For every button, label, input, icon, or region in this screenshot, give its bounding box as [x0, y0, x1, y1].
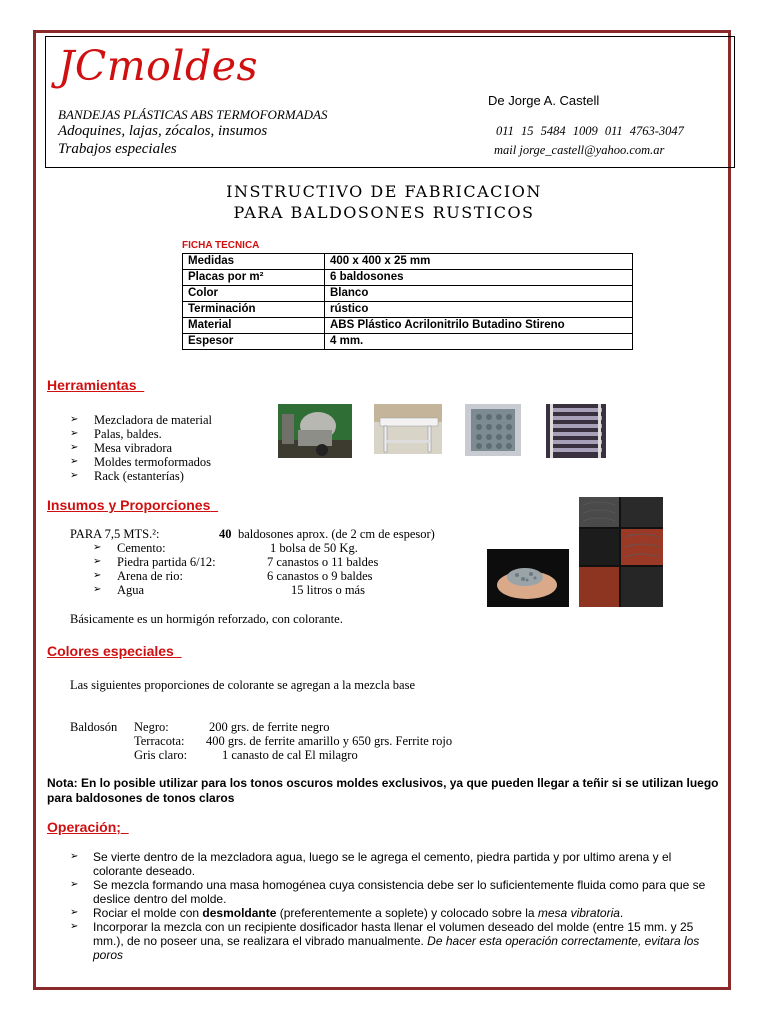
doc-title-1: INSTRUCTIVO DE FABRICACION [226, 182, 542, 201]
insumo-qty: 7 canastos o 11 baldes [267, 555, 379, 569]
table-row [183, 286, 633, 302]
spec-value: 4 mm. [325, 334, 633, 350]
spec-value: Blanco [325, 286, 633, 302]
list-item: ➢ Mesa vibradora [70, 441, 212, 455]
insumo-qty: 15 litros o más [291, 583, 365, 597]
list-item [93, 583, 365, 597]
author: De Jorge A. Castell [488, 93, 600, 108]
color-name: Gris claro: [134, 748, 188, 762]
list-item: ➢ Palas, baldes. [70, 427, 212, 441]
step-text: . [619, 906, 624, 920]
list-item: ➢ Mezcladora de material [70, 413, 212, 427]
mold-photo [465, 404, 521, 456]
list-item: ➢ Moldes termoformados [70, 455, 212, 469]
spec-value: 6 baldosones [325, 270, 633, 286]
header-line-1: BANDEJAS PLÁSTICAS ABS TERMOFORMADAS [58, 107, 328, 122]
table-row [183, 254, 633, 270]
email: mail jorge_castell@yahoo.com.ar [494, 143, 665, 157]
operacion-heading: Operación; [47, 819, 121, 835]
spec-key: Medidas [183, 254, 325, 270]
table-row [183, 302, 633, 318]
color-name: Terracota: [134, 734, 185, 748]
tiles-photo [579, 497, 663, 607]
phones: 011 15 5484 1009 011 4763-3047 [496, 124, 684, 138]
color-value: 400 grs. de ferrite amarillo y 650 grs. Ferrite rojo [206, 734, 453, 748]
color-value: 1 canasto de cal El milagro [222, 748, 358, 762]
list-item [93, 555, 379, 569]
spec-key: Terminación [183, 302, 325, 318]
doc-title-2: PARA BALDOSONES RUSTICOS [233, 203, 535, 222]
insumos-note: Básicamente es un hormigón reforzado, con colorante. [70, 612, 343, 626]
insumo-name: Cemento: [117, 541, 166, 555]
herramientas-list [70, 413, 212, 483]
header-line-2: Adoquines, lajas, zócalos, insumos [58, 123, 268, 139]
list-item [93, 541, 358, 555]
insumo-name: Arena de rio: [117, 569, 183, 583]
table-row [183, 318, 633, 334]
list-item: ➢ Se vierte dentro de la mezcladora agua, luego se le agrega el cemento, piedra partida y por ultimo arena y el colorante deseado. [70, 850, 720, 878]
insumo-name: Piedra partida 6/12: [117, 555, 216, 569]
spec-key: Espesor [183, 334, 325, 350]
spec-key: Material [183, 318, 325, 334]
spec-key: Placas por m² [183, 270, 325, 286]
count-text: baldosones aprox. (de 2 cm de espesor) [238, 527, 435, 541]
list-item: ➢ Rack (estanterías) [70, 469, 212, 483]
mixer-photo [278, 404, 352, 458]
para-label: PARA 7,5 MTS.²: [70, 527, 160, 541]
spec-value: rústico [325, 302, 633, 318]
spec-value: 400 x 400 x 25 mm [325, 254, 633, 270]
table-row [183, 270, 633, 286]
step-text: (preferentemente a soplete) y colocado sobre la [276, 906, 538, 920]
color-value: 200 grs. de ferrite negro [209, 720, 330, 734]
list-item [70, 920, 720, 962]
step-italic: mesa vibratoria [537, 906, 620, 920]
rack-photo [546, 404, 606, 458]
nota: Nota: En lo posible utilizar para los tonos oscuros moldes exclusivos, ya que pueden llegar a teñir si se utilizan luego para baldosones de tonos claros [47, 776, 719, 805]
ficha-tecnica-label: FICHA TECNICA [182, 240, 260, 251]
header-line-3: Trabajos especiales [58, 141, 177, 157]
step-text: Incorporar la mezcla con un recipiente dosificador hasta llenar el volumen deseado del molde (entre 15 mm. y 25 mm.), de no poseer una, se realizara el vibrado manualmente. [93, 920, 694, 948]
color-name: Negro: [134, 720, 169, 734]
vibrating-table-photo [374, 404, 442, 454]
baldoson-label: Baldosón [70, 720, 118, 734]
specs-table [182, 253, 633, 350]
list-item [93, 569, 373, 583]
spec-key: Color [183, 286, 325, 302]
insumos-list [93, 541, 379, 597]
insumo-name: Agua [117, 583, 145, 597]
list-item [70, 906, 720, 920]
list-item: ➢ Se mezcla formando una masa homogénea cuya consistencia debe ser lo suficientemente fluida como para que se deslice dentro del molde. [70, 878, 720, 906]
gravel-hand-photo [487, 549, 569, 607]
operacion-steps [70, 850, 720, 962]
step-text: Rociar el molde con [93, 906, 203, 920]
logo: JCmoldes [58, 42, 259, 90]
count: 40 [219, 527, 232, 541]
table-row [183, 334, 633, 350]
insumo-qty: 1 bolsa de 50 Kg. [270, 541, 358, 555]
spec-value: ABS Plástico Acrilonitrilo Butadino Stireno [325, 318, 633, 334]
insumo-qty: 6 canastos o 9 baldes [267, 569, 373, 583]
colores-intro: Las siguientes proporciones de colorante se agregan a la mezcla base [70, 678, 415, 692]
colores-heading: Colores especiales [47, 643, 174, 659]
step-bold: desmoldante [202, 906, 277, 920]
insumos-heading: Insumos y Proporciones [47, 497, 211, 513]
step-italic: De hacer esta operación correctamente, evitara los poros [93, 934, 700, 962]
herramientas-heading: Herramientas [47, 377, 137, 393]
